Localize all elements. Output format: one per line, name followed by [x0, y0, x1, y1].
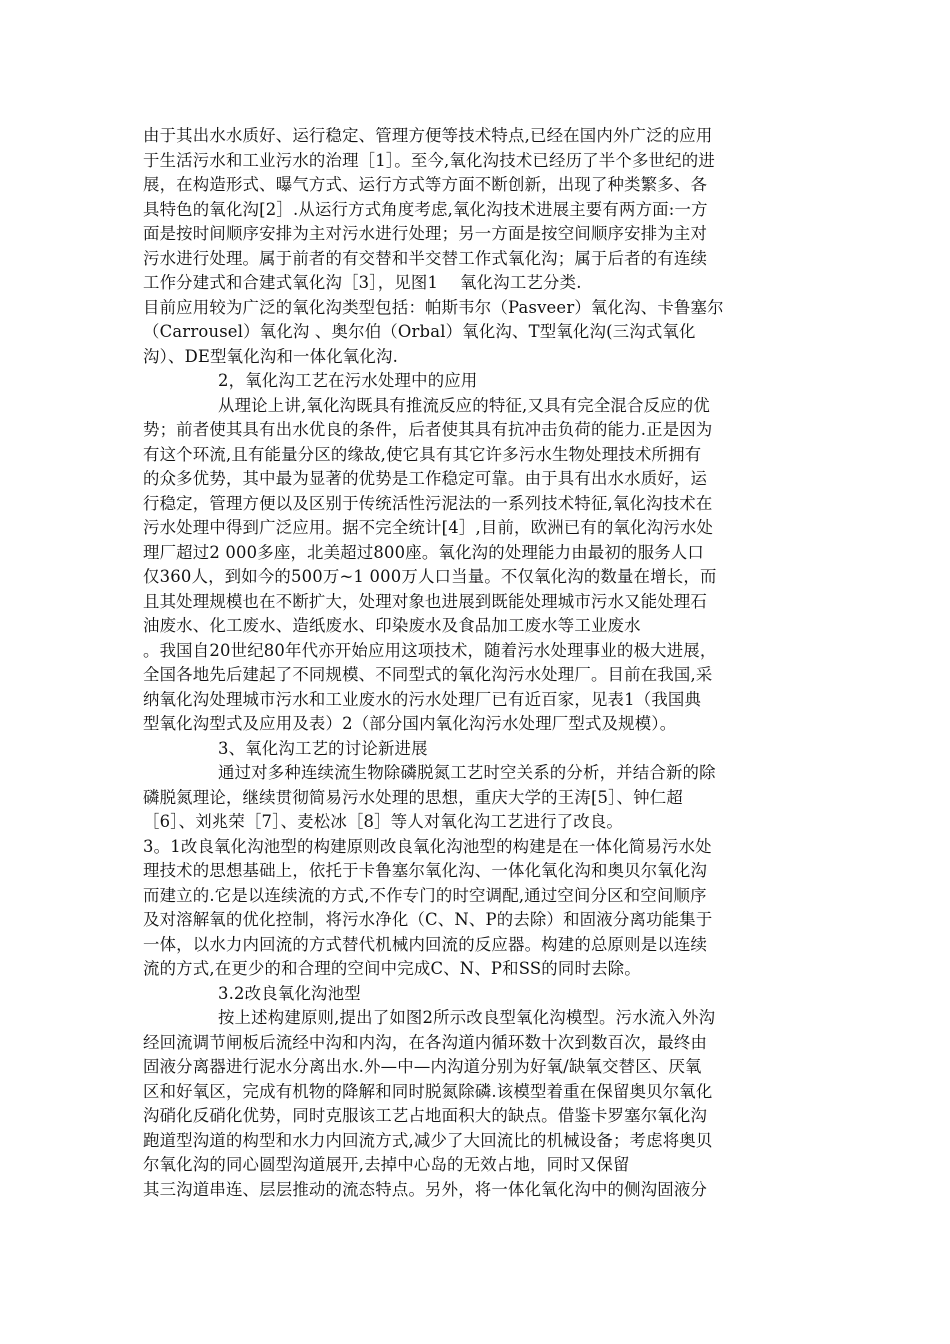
text-line: 而建立的.它是以连续流的方式,不作专门的时空调配,通过空间分区和空间顺序	[143, 885, 707, 905]
body-text	[143, 124, 813, 1202]
text-line: 3.2改良氧化沟池型	[218, 983, 361, 1003]
text-line: 跑道型沟道的构型和水力内回流方式,减少了大回流比的机械设备；考虑将奥贝	[143, 1130, 713, 1150]
text-line: 按上述构建原则,提出了如图2所示改良型氧化沟模型。污水流入外沟	[218, 1008, 716, 1027]
text-line: 固液分离器进行泥水分离出水.外—中—内沟道分别为好氧/缺氧交替区、厌氧	[143, 1057, 702, 1076]
text-line: 磷脱氮理论，继续贯彻简易污水处理的思想，重庆大学的王涛[5］、钟仁超	[143, 787, 683, 807]
text-line: 其三沟道串连、层层推动的流态特点。另外，将一体化氧化沟中的侧沟固液分	[143, 1179, 708, 1199]
text-line: 沟）、DE型氧化沟和一体化氧化沟.	[143, 346, 398, 366]
text-line: 经回流调节闸板后流经中沟和内沟，在各沟道内循环数十次到数百次，最终由	[143, 1032, 708, 1052]
text-line: 面是按时间顺序安排为主对污水进行处理；另一方面是按空间顺序安排为主对	[143, 224, 708, 243]
text-line: 区和好氧区，完成有机物的降解和同时脱氮除磷.该模型着重在保留奥贝尔氧化	[143, 1081, 713, 1101]
text-line: ［6］、刘兆荣［7］、麦松冰［8］等人对氧化沟工艺进行了改良。	[143, 812, 624, 831]
text-line: 工作分建式和合建式氧化沟［3］，见图1 氧化沟工艺分类.	[143, 273, 582, 292]
text-line: 行稳定，管理方便以及区别于传统活性污泥法的一系列技术特征,氧化沟技术在	[143, 493, 713, 513]
text-line: 一体，以水力内回流的方式替代机械内回流的反应器。构建的总原则是以连续	[143, 934, 708, 954]
text-line: 及对溶解氧的优化控制，将污水净化（C、N、P的去除）和固液分离功能集于	[143, 910, 713, 929]
text-line: 。我国自20世纪80年代亦开始应用这项技术，随着污水处理事业的极大进展，	[143, 640, 717, 660]
text-line: 于生活污水和工业污水的治理［1］。至今,氧化沟技术已经历了半个多世纪的进	[143, 150, 715, 170]
text-line: 型氧化沟型式及应用及表）2（部分国内氧化沟污水处理厂型式及规模）。	[143, 714, 677, 733]
text-line: 的众多优势，其中最为显著的优势是工作稳定可靠。由于具有出水水质好，运	[143, 469, 708, 488]
text-line: 有这个环流,且有能量分区的缘故,使它具有其它许多污水生物处理技术所拥有	[143, 444, 702, 464]
text-line: 且其处理规模也在不断扩大，处理对象也进展到既能处理城市污水又能处理石	[143, 591, 708, 611]
text-line: 油废水、化工废水、造纸废水、印染废水及食品加工废水等工业废水	[143, 616, 641, 635]
text-line: 污水处理中得到广泛应用。据不完全统计[4］,目前，欧洲已有的氧化沟污水处	[143, 518, 714, 537]
text-line: 2，氧化沟工艺在污水处理中的应用	[218, 371, 478, 390]
text-line: 污水进行处理。属于前者的有交替和半交替工作式氧化沟；属于后者的有连续	[143, 248, 708, 268]
text-line: 3、氧化沟工艺的讨论新进展	[218, 738, 428, 758]
text-line: 仅360人，到如今的500万~1 000万人口当量。不仅氧化沟的数量在增长，而	[143, 567, 717, 586]
text-line: 由于其出水水质好、运行稳定、管理方便等技术特点,已经在国内外广泛的应用	[143, 126, 713, 145]
text-line: 通过对多种连续流生物除磷脱氮工艺时空关系的分析，并结合新的除	[218, 763, 716, 782]
text-line: 具特色的氧化沟[2］.从运行方式角度考虑,氧化沟技术进展主要有两方面:一方	[143, 199, 708, 219]
text-line: （Carrousel）氧化沟 、奥尔伯（Orbal）氧化沟、T型氧化沟(三沟式氧化	[143, 322, 696, 341]
text-line: 理厂超过2 000多座，北美超过800座。氧化沟的处理能力由最初的服务人口	[143, 542, 704, 562]
text-line: 3。1改良氧化沟池型的构建原则改良氧化沟池型的构建是在一体化简易污水处	[143, 836, 712, 856]
text-line: 理技术的思想基础上，依托于卡鲁塞尔氧化沟、一体化氧化沟和奥贝尔氧化沟	[143, 861, 708, 880]
text-line: 目前应用较为广泛的氧化沟类型包括：帕斯韦尔（Pasveer）氧化沟、卡鲁塞尔	[143, 297, 724, 317]
text-line: 流的方式,在更少的和合理的空间中完成C、N、P和SS的同时去除。	[143, 959, 641, 978]
text-line: 纳氧化沟处理城市污水和工业废水的污水处理厂已有近百家，见表1（我国典	[143, 689, 702, 709]
text-line: 从理论上讲,氧化沟既具有推流反应的特征,又具有完全混合反应的优	[218, 395, 710, 415]
text-line: 沟硝化反硝化优势，同时克服该工艺占地面积大的缺点。借鉴卡罗塞尔氧化沟	[143, 1106, 708, 1125]
text-line: 展，在构造形式、曝气方式、运行方式等方面不断创新，出现了种类繁多、各	[143, 175, 708, 194]
text-line: 全国各地先后建起了不同规模、不同型式的氧化沟污水处理厂。目前在我国,采	[143, 665, 713, 684]
text-line: 势；前者使其具有出水优良的条件，后者使其具有抗冲击负荷的能力.正是因为	[143, 420, 713, 439]
text-line: 尔氧化沟的同心圆型沟道展开,去掉中心岛的无效占地，同时又保留	[143, 1155, 630, 1174]
